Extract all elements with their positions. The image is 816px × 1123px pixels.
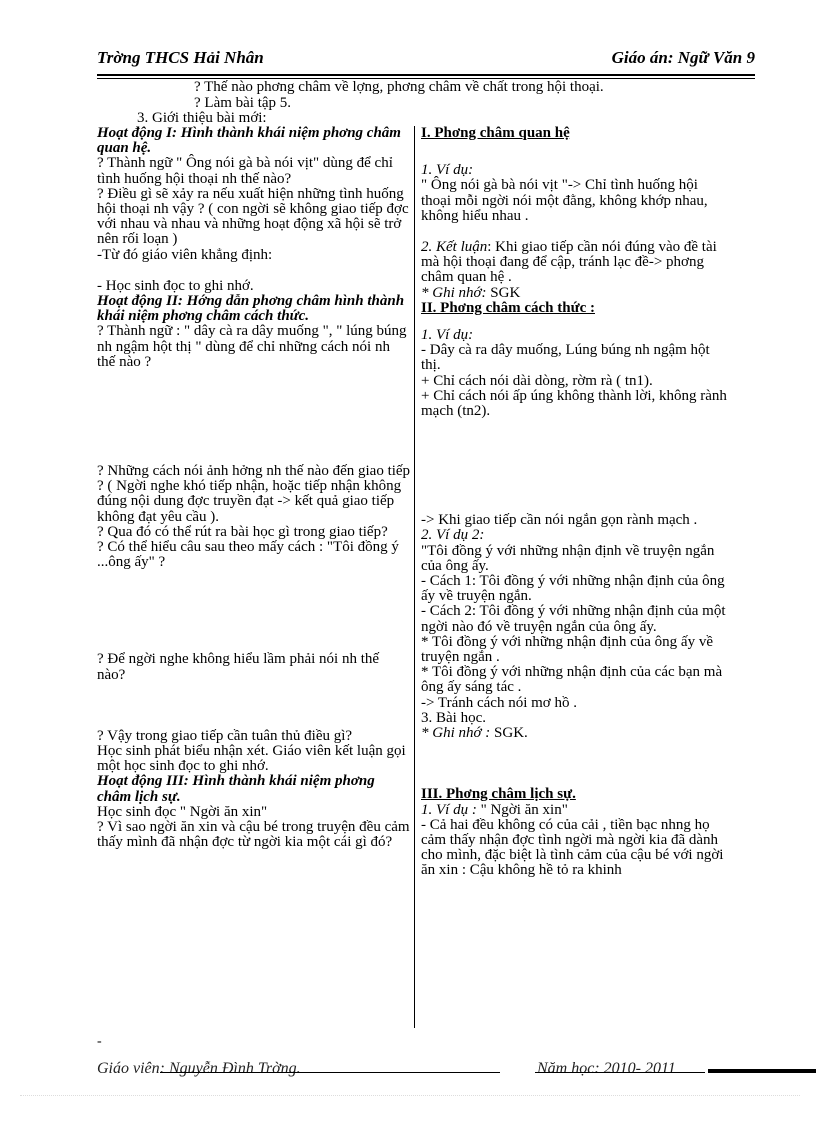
section-2-line-3: + Chỉ cách nói ấp úng không thành lời, không rành mạch (tn2). [421, 387, 727, 420]
teacher-name: Giáo viên: Nguyễn Đình Trờng. [97, 1060, 301, 1077]
school-name: Trờng THCS Hải Nhân [97, 48, 264, 67]
section-2-line-10: -> Tránh cách nói mơ hồ . [421, 694, 577, 711]
activity-1-read-note: - Học sinh đọc to ghi nhớ. [97, 277, 254, 294]
section-2-example-2-label: 2. Ví dụ 2: [421, 527, 485, 544]
header-rule-thick [97, 74, 755, 76]
footer-rule-3 [535, 1072, 705, 1073]
section-2-line-2: + Chỉ cách nói dài dòng, rờm rà ( tn1). [421, 372, 653, 389]
activity-3-question-2: ? Vì sao ngời ăn xin và cậu bé trong truyện đều cảm thấy mình đã nhận đợc từ ngời kia một cái gì đó? [97, 819, 410, 851]
right-column [421, 126, 731, 879]
section-2-line-8: * Tôi đồng ý với những nhận định của ông ấy về truyện ngắn . [421, 633, 713, 666]
section-1-example-text: " Ông nói gà bà nói vịt "-> Chỉ tình huống hội thoại mỗi ngời nói một đằng, không khớp nhau, không hiểu nhau . [421, 177, 708, 224]
activity-3-question-1: Học sinh đọc " Ngời ăn xin" [97, 803, 268, 820]
footer-rule-thick [708, 1069, 816, 1073]
subject-name: Giáo án: Ngữ Văn 9 [611, 48, 755, 67]
page-header [97, 48, 755, 72]
section-1-title: I. Phơng châm quan hệ [421, 125, 570, 141]
intro-block [97, 80, 757, 127]
section-2-line-7: - Cách 2: Tôi đồng ý với những nhận định của một ngời nào đó về truyện ngắn của ông ấy. [421, 603, 726, 635]
activity-2-question-2: ? Những cách nói ảnh hởng nh thế nào đến giao tiếp ? ( Ngời nghe khó tiếp nhận, hoặc tiếp nhận không đúng nội dung đợc truyền đạt -> kết quả giao tiếp không đạt yêu cầu ). [97, 463, 411, 525]
activity-1-statement: -Từ đó giáo viên khẳng định: [97, 246, 273, 263]
activity-2-question-6: ? Vậy trong giao tiếp cần tuân thủ điều gì? [97, 727, 353, 744]
activity-2-title: Hoạt động II: Hớng dẫn phơng châm hình thành khái niệm phơng châm cách thức. [97, 293, 405, 325]
footer-rule-2 [405, 1072, 500, 1073]
section-1-conclusion: 2. Kết luận: Khi giao tiếp cần nói đúng vào đề tài mà hội thoại đang để cập, tránh lạc đề-> phơng châm quan hệ . [421, 239, 717, 286]
left-column [97, 126, 411, 851]
activity-1-question-2: ? Điều gì sẽ xảy ra nếu xuất hiện những tình huống hội thoại nh vậy ? ( con ngời sẽ không giao tiếp đợc với nhau và nhau và những hoạt động xã hội sẽ trở nên rối loạn ) [97, 185, 409, 248]
section-3-example: 1. Ví dụ : " Ngời ăn xin" [421, 801, 568, 818]
section-3-title: III. Phơng châm lịch sự. [421, 786, 576, 803]
page-bottom-dots [20, 1095, 800, 1096]
section-2-line-6: - Cách 1: Tôi đồng ý với những nhận định của ông ấy về truyện ngắn. [421, 573, 725, 605]
section-2-line-1: - Dây cà ra dây muống, Lúng búng nh ngậm hột thị. [421, 342, 710, 374]
section-3-line-1: - Cả hai đều không có của cải , tiền bạc nhng họ cảm thấy nhận đợc tình ngời mà ngời kia đã dành cho mình, đặc biệt là tình cảm của cậu bé với ngời ăn xin : Cậu không hề tỏ ra khinh [421, 816, 724, 879]
section-2-example-label: 1. Ví dụ: [421, 327, 474, 344]
column-divider [414, 126, 415, 1028]
intro-question-2: ? Làm bài tập 5. [194, 94, 292, 111]
section-2-note: * Ghi nhớ : SGK. [421, 725, 528, 742]
section-1-note: * Ghi nhớ: SGK [421, 284, 521, 301]
section-2-line-9: * Tôi đồng ý với những nhận định của các bạn mà ông ấy sáng tác . [421, 664, 723, 696]
activity-2-question-7: Học sinh phát biểu nhận xét. Giáo viên kết luận gọi một học sinh đọc to ghi nhớ. [97, 743, 406, 775]
page-dash: - [97, 1034, 102, 1049]
intro-step: 3. Giới thiệu bài mới: [137, 110, 267, 126]
section-2-title: II. Phơng châm cách thức : [421, 299, 595, 316]
section-2-line-4: -> Khi giao tiếp cần nói ngắn gọn rành mạch . [421, 512, 698, 529]
section-2-line-11: 3. Bài học. [421, 709, 486, 726]
section-1-example-label: 1. Ví dụ: [421, 162, 474, 179]
activity-2-question-3: ? Qua đó có thể rút ra bài học gì trong giao tiếp? [97, 523, 388, 540]
school-year: Năm học: 2010- 2011 [537, 1060, 676, 1077]
activity-2-question-4: ? Có thể hiểu câu sau theo mấy cách : "Tôi đồng ý ...ông ấy" ? [97, 539, 399, 571]
activity-1-question-1: ? Thành ngữ " Ông nói gà bà nói vịt" dùng để chỉ tình huống hội thoại nh thế nào? [97, 155, 393, 187]
activity-1-title: Hoạt động I: Hình thành khái niệm phơng châm quan hệ. [97, 125, 401, 157]
section-2-line-5: "Tôi đồng ý với những nhận định về truyện ngắn của ông ấy. [421, 542, 715, 574]
activity-2-question-5: ? Để ngời nghe không hiểu lầm phải nói nh thế nào? [97, 651, 380, 683]
activity-3-title: Hoạt động III: Hình thành khái niệm phơng châm lịch sự. [97, 773, 375, 805]
intro-question-1: ? Thế nào phơng châm về lợng, phơng châm về chất trong hội thoại. [194, 79, 604, 95]
footer-rule-1 [160, 1072, 405, 1073]
activity-2-question-1: ? Thành ngữ : " dây cà ra dây muống ", " lúng búng nh ngậm hột thị " dùng để chỉ những cách nói nh thế nào ? [97, 323, 407, 370]
